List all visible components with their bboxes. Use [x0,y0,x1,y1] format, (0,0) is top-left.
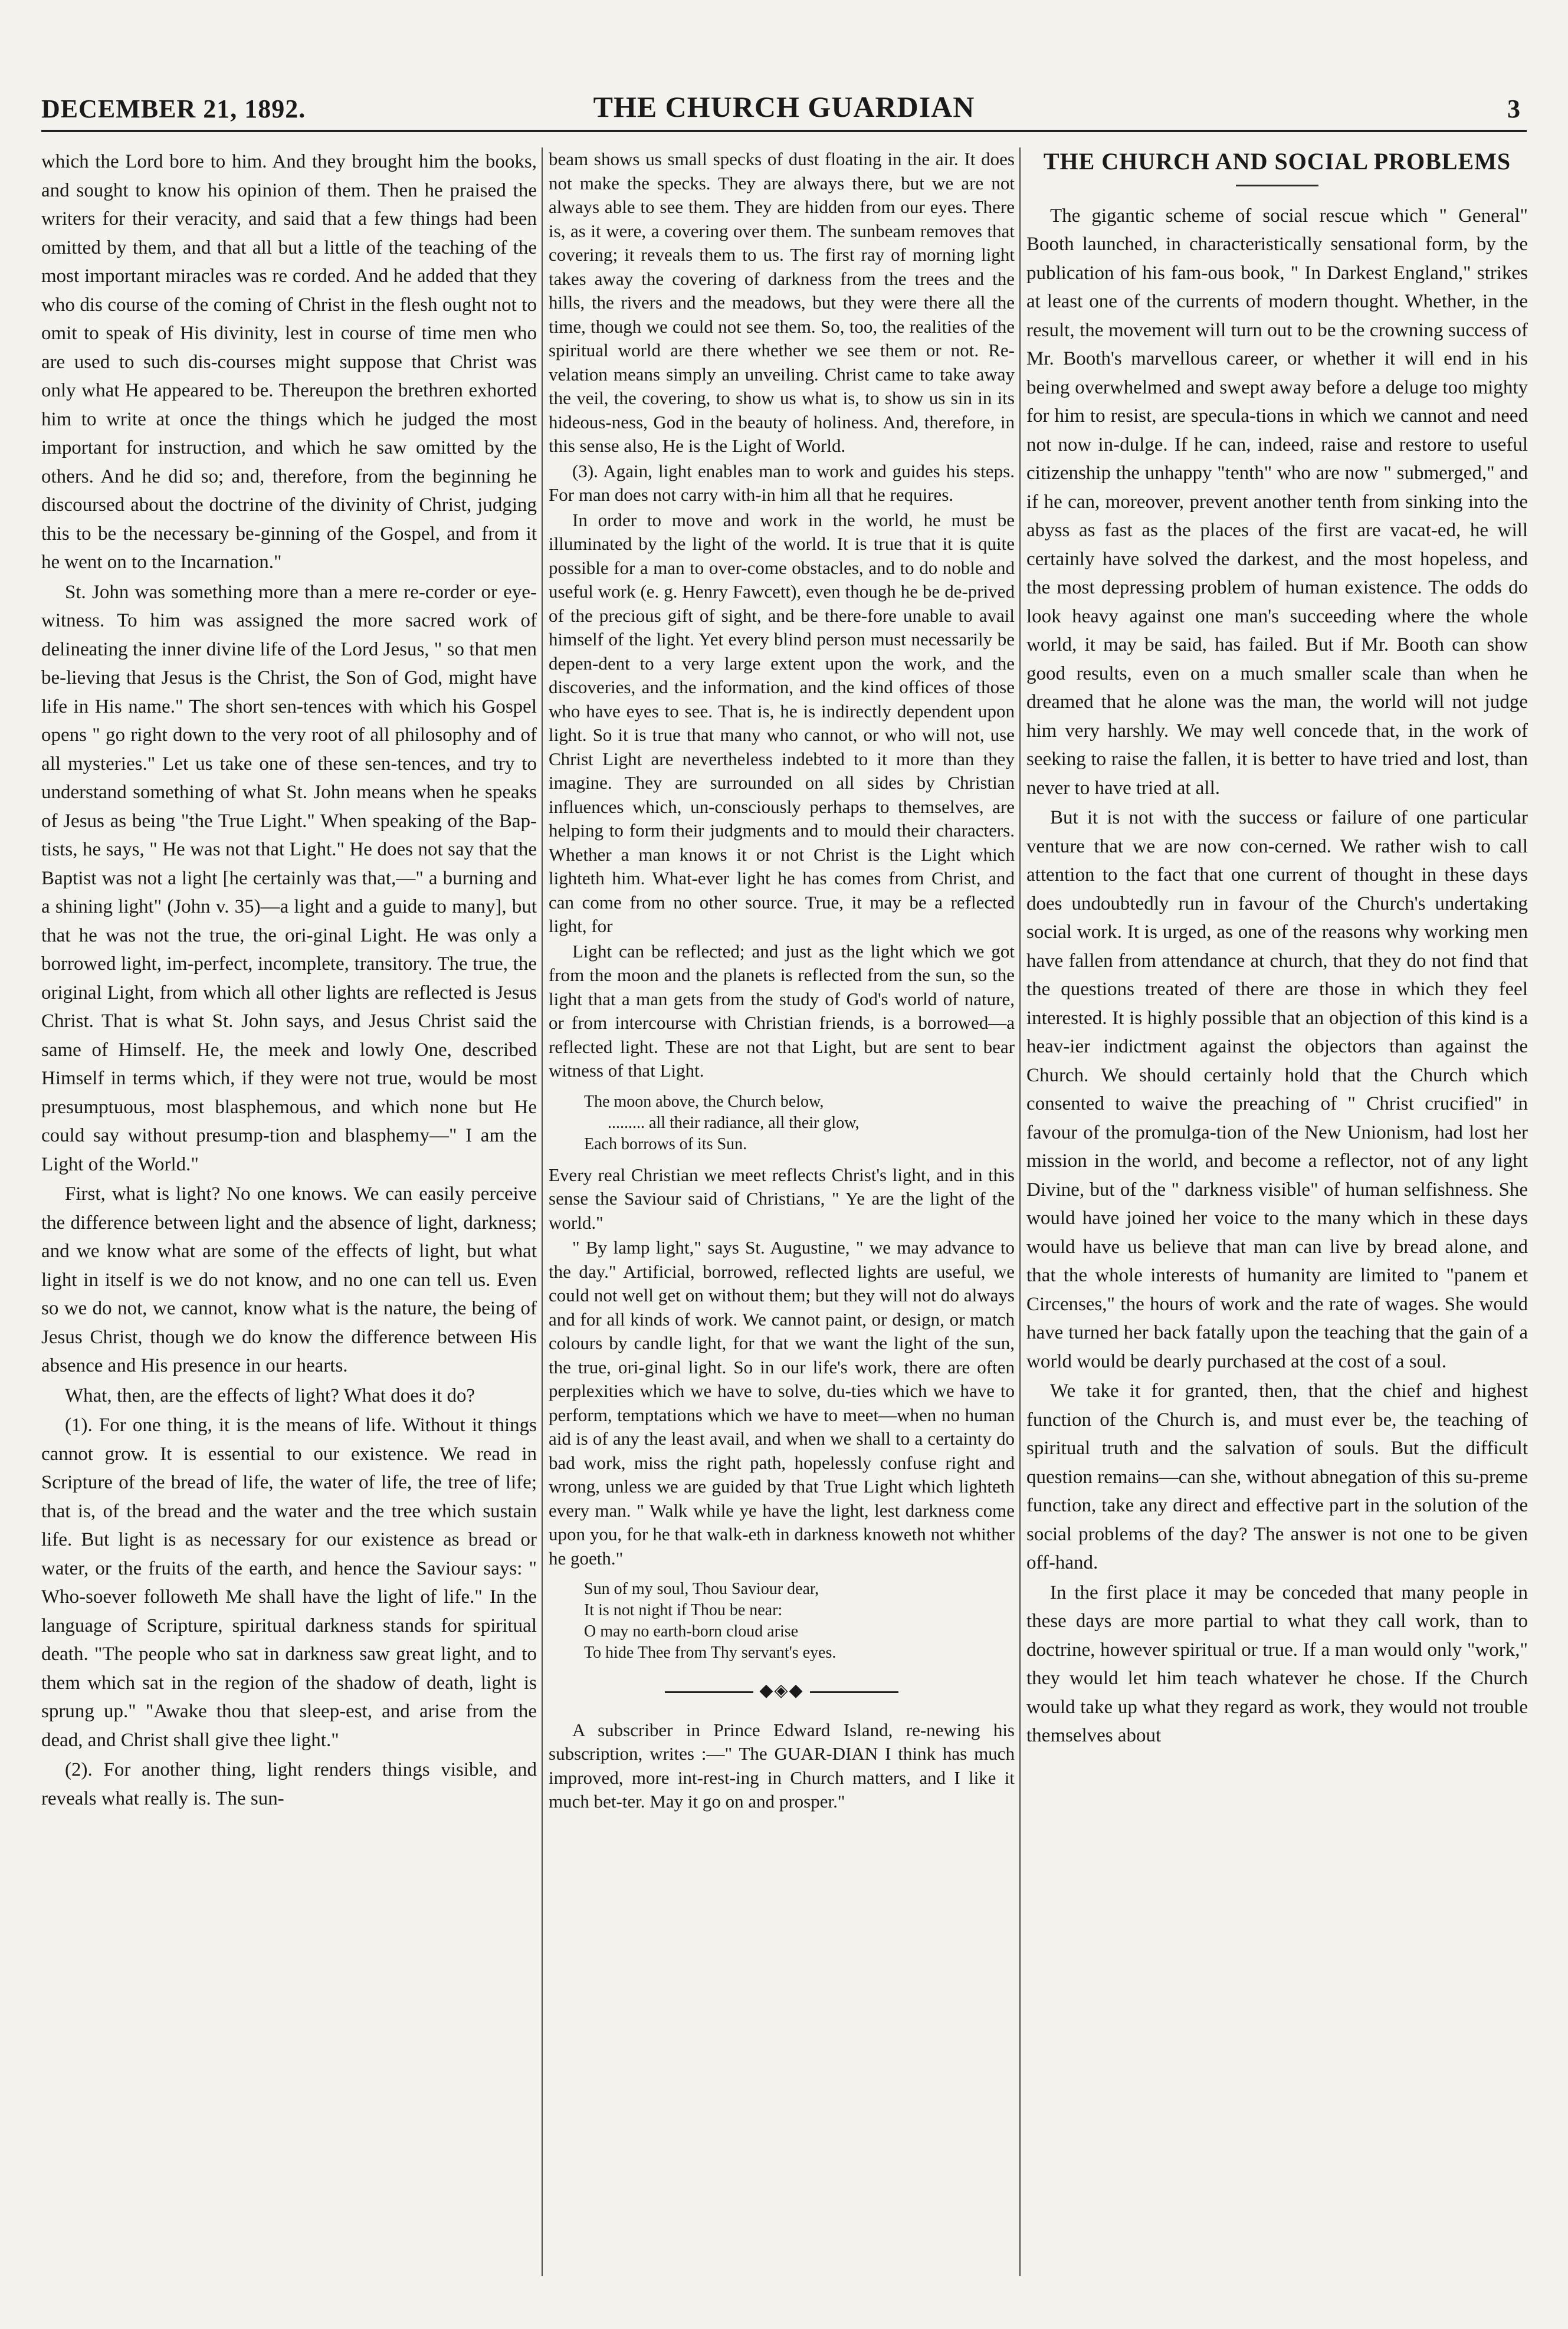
page-number: 3 [1507,94,1521,123]
issue-date: DECEMBER 21, 1892. [41,94,306,123]
title-rule [1236,185,1318,186]
paragraph: But it is not with the success or failure of one particular venture that we are now con-cerned. We rather wish to call attention to the fact that one current of thought in these days does undoubtedly run in favour of the Church's undertaking social work. It is urged, as one of the reasons why working men have fallen from attendance at church, that they do not find that the questions treated of there are those in which they feel interested. It is highly possible that an objection of this kind is a heav-ier indictment against the objectors than against the Church. We should certainly hold that the Church which consented to waive the preaching of " Christ crucified" in favour of the promulga-tion of the New Unionism, had lost her mission in the world, and become a reflector, not of any light Divine, but of the " darkness visible" of human selfishness. She would have joined her voice to the many which in these days would have us believe that man can live by bread alone, and that the whole interests of humanity are limited to "panem et Circenses," the hours of work and the rate of wages. She would have turned her back fatally upon the teaching that the gain of a world would be dearly purchased at the cost of a soul. [1026,807,1528,1372]
verse-line: Sun of my soul, Thou Saviour dear, [584,1580,819,1598]
paragraph: Every real Christian we meet reflects Christ's light, and in this sense the Saviour said of Christians, " Ye are the light of the world." [549,1164,1015,1233]
column-divider [1019,147,1021,2276]
paragraph: St. John was something more than a mere re-corder or eye-witness. To him was assigned the more sacred work of delineating the inner divine life of the Lord Jesus, " so that men be-lieving that Jesus is the Christ, the Son of God, might have life in His name." The short sen-tences with which his Gospel opens " go right down to the very root of all philosophy and of all mysteries." Let us take one of these sen-tences, and try to understand something of what St. John means when he speaks of Jesus as being "the True Light." When speaking of the Bap-tists, he says, " He was not that Light." He does not say that the Baptist was not a light [he certainly was that,—" a burning and a shining light" (John v. 35)—a light and a guide to many], but that he was not the true, the ori-ginal Light. He was only a borrowed light, im-perfect, incomplete, transitory. The true, the original Light, from which all other lights are reflected is Jesus Christ. That is what St. John says, and Jesus Christ said the same of Himself. He, the meek and lowly One, described Himself in terms which, if they were not true, would be most presumptuous, most blasphemous, and which none but He could say without presump-tion and blasphemy—" I am the Light of the World." [41,581,537,1175]
paragraph: " By lamp light," says St. Augustine, " we may advance to the day." Artificial, borrowed, reflected lights are useful, we could not well get on without them; but they will not do always and for all kinds of work. We cannot paint, or design, or match colours by candle light, for that we want the light of the sun, the true, ori-ginal light. So in our life's work, there are often perplexities which we have to solve, du-ties which we have to perform, temptations which we have to meet—when no human aid is of any the least avail, and when we shall to a certainty do bad work, miss the right path, hopelessly confuse right and wrong, unless we are guided by that True Light which lighteth every man. " Walk while ye have the light, lest darkness come upon you, for he that walk-eth in darkness knoweth not whither he goeth." [549,1237,1015,1569]
verse-line: The moon above, the Church below, [584,1092,824,1111]
paragraph: Light can be reflected; and just as the light which we got from the moon and the planets is reflected from the sun, so the light that a man gets from the study of God's world of nature, or from intercourse with Christian friends, is a borrowed—a reflected light. These are not that Light, but are sent to bear witness of that Light. [549,940,1015,1081]
paragraph: We take it for granted, then, that the chief and highest function of the Church is, and must ever be, the teaching of spiritual truth and the salvation of souls. But the difficult question remains—can she, without abnegation of this su-preme function, take any direct and effective part in the solution of the social problems of the day? The answer is not one to be given off-hand. [1026,1380,1528,1573]
paragraph: What, then, are the effects of light? What does it do? [65,1385,475,1406]
paragraph: (2). For another thing, light renders things visible, and reveals what really is. The sun- [41,1759,537,1809]
paragraph: In the first place it may be conceded that many people in these days are more partial to what they call work, than to doctrine, however spiritual or true. If a man would only "work," they would let him teach whatever he chose. If the Church would take up what they regard as work, they would not trouble themselves about [1026,1582,1528,1746]
column-divider [542,147,543,2276]
verse-line: ......... all their radiance, all their glow, [608,1113,860,1132]
verse-line: O may no earth-born cloud arise [584,1622,799,1641]
verse-quote [584,1091,1015,1155]
paragraph: (3). Again, light enables man to work and guides his steps. For man does not carry with-in him all that he requires. [549,460,1015,505]
verse-line: It is not night if Thou be near: [584,1601,783,1619]
column-2 [549,147,1015,2282]
page-header [41,88,1527,132]
paragraph: The gigantic scheme of social rescue which " General" Booth launched, in characteristically sensational form, by the publication of his fam-ous book, " In Darkest England," strikes at least one of the currents of modern thought. Whether, in the result, the movement will turn out to be the crowning success of Mr. Booth's marvellous career, or whether it will end in his being overwhelmed and swept away before a deluge too mighty for him to resist, are specula-tions in which we cannot and need not now in-dulge. If he can, indeed, raise and restore to useful citizenship the unhappy "tenth" who are now " submerged," and if he can, moreover, prevent another tenth from sinking into the abyss as fast as the places of the first are vacat-ed, he will certainly have solved the darkest, and the most hopeless, and the most depressing problem of human existence. The odds do look heavy against one man's succeeding where the whole world, it may be said, has failed. But if Mr. Booth can show good results, even on a much smaller scale than when he dreamed that he alone was the man, the world will not judge him very harshly. We may well concede that, in the work of seeking to raise the fallen, it is better to have tried and lost, than never to have tried at all. [1026,205,1528,799]
newspaper-title: THE CHURCH GUARDIAN [593,90,975,123]
paragraph: (1). For one thing, it is the means of life. Without it things cannot grow. It is essential to our existence. We read in Scripture of the bread of life, the water of life, the tree of life; that is, of the bread and the water and the tree which sustain life. But light is as necessary for our existence as bread or water, or the fruits of the earth, and hence the Saviour says: " Who-soever followeth Me shall have the light of life." In the language of Scripture, spiritual darkness stands for spiritual death. "The people who sat in darkness saw great light, and to them which sat in the region of the shadow of death, light is sprung up." "Awake thou that sleep-est, and arise from the dead, and Christ shall give thee light." [41,1415,537,1751]
article-title: THE CHURCH AND SOCIAL PROBLEMS [1043,148,1511,175]
verse-line: To hide Thee from Thy servant's eyes. [584,1644,837,1662]
paragraph: beam shows us small specks of dust floating in the air. It does not make the specks. They are always there, but we are not always able to see them. They are hidden from our eyes. There is, as it were, a covering over them. The sunbeam removes that covering; it reveals them to us. The first ray of morning light takes away the covering of darkness from the trees and the hills, the rivers and the meadows, but they were there all the time, though we could not see them. So, too, the realities of the spiritual world are there whether we see them or not. Re-velation means simply an unveiling. Christ came to take away the veil, the covering, to show us what is, to show us sin in its hideous-ness, God in the beauty of holiness. And, therefore, in this sense also, He is the Light of World. [549,149,1015,456]
paragraph: which the Lord bore to him. And they brought him the books, and sought to know his opinion of them. Then he praised the writers for their veracity, and said that a few things had been omitted by them, and that all but a little of the teaching of the most important miracles was re corded. And he added that they who dis course of the coming of Christ in the flesh ought not to omit to speak of His divinity, lest in course of time men who are used to such dis-courses might suppose that Christ was only what He appeared to be. Thereupon the brethren exhorted him to write at once the things which he judged the most important for instruction, and which he saw omitted by the others. And he did so; and, therefore, from the beginning he discoursed about the doctrine of the divinity of Christ, judging this to be the necessary be-ginning of the Gospel, and from it he went on to the Incarnation." [41,151,537,573]
column-3 [1026,147,1528,2282]
paragraph: A subscriber in Prince Edward Island, re-newing his subscription, writes :—" The GUAR-DIAN I think has much improved, more int-rest-ing in Church matters, and I like it much bet-ter. May it go on and prosper." [549,1719,1015,1812]
column-1 [41,147,537,2282]
paragraph: First, what is light? No one knows. We can easily perceive the difference between light and the absence of light, darkness; and we know what are some of the effects of light, but what light in itself is we do not know, and no one can tell us. Even so we do not, we cannot, know what is the nature, the being of Jesus Christ, though we do know the difference between His absence and His presence in our hearts. [41,1183,537,1376]
verse-line: Each borrows of its Sun. [584,1134,747,1153]
verse-quote [584,1579,1015,1664]
section-ornament: ◆◈◆ [549,1679,1015,1703]
paragraph: In order to move and work in the world, he must be illuminated by the light of the world. It is true that it is quite possible for a man to over-come obstacles, and to do noble and useful work (e. g. Henry Fawcett), even though he be de-prived of the precious gift of sight, and be there-fore unable to avail himself of the light. Yet every blind person must necessarily be depen-dent to a very large extent upon the work, and the discoveries, and the information, and the kind offices of those who have eyes to see. That is, he is indirectly dependent upon light. So it is true that many who cannot, or who will not, use Christ Light are nevertheless indebted to it more than they imagine. They are surrounded on all sides by Christian influences which, un-consciously perhaps to themselves, are helping to form their judgments and to mould their characters. Whether a man knows it or not Christ is the Light which lighteth him. What-ever light he has comes from Christ, and can come from no other source. True, it may be a reflected light, for [549,509,1015,936]
